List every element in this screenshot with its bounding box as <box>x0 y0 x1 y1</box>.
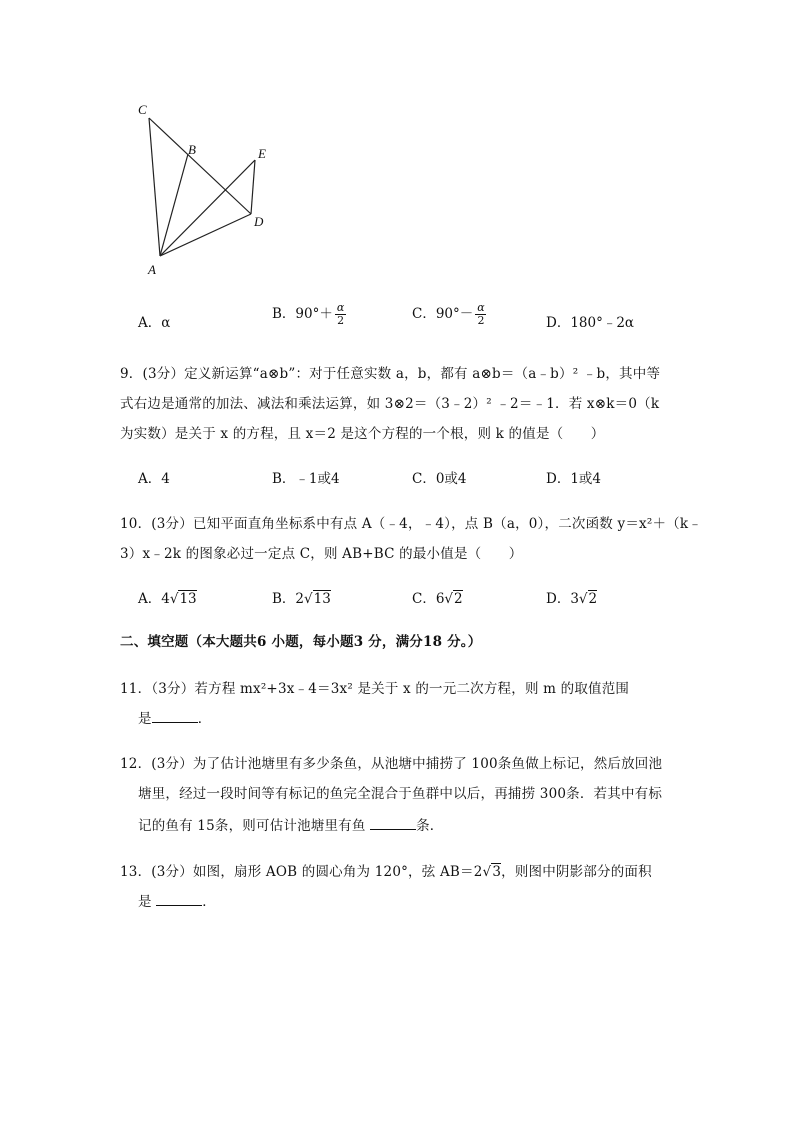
vertex-b-label: B <box>188 142 196 157</box>
q8-option-c-text: C．90°－ <box>412 306 474 323</box>
q13-radicand: 3 <box>492 864 502 880</box>
q12-line-3-tail: 条． <box>416 818 444 834</box>
fraction-numerator: α <box>477 301 485 314</box>
q12-line-2: 塘里，经过一段时间等有标记的鱼完全混合于鱼群中以后，再捕捞 300条．若其中有标 <box>138 786 663 802</box>
q10-option-a-radicand: 13 <box>179 591 197 607</box>
q12-line-3-text: 记的鱼有 15条，则可估计池塘里有鱼 <box>138 818 366 834</box>
section-2-heading: 二、填空题（本大题共6 小题，每小题3 分，满分18 分。） <box>120 634 482 650</box>
q13-line-2-text: 是 <box>138 894 152 910</box>
q10-option-c-text: C．6 <box>412 591 445 607</box>
vertex-a-label: A <box>148 262 156 277</box>
q8-option-d: D．180°﹣2α <box>546 315 635 331</box>
segment-ca <box>149 118 160 256</box>
segment-cd <box>149 118 251 214</box>
q12-answer-blank <box>370 817 416 830</box>
q10-option-b-text: B．2 <box>272 591 305 607</box>
q13-line-1-tail: ，则图中阴影部分的面积 <box>501 864 652 880</box>
fraction-denominator: 2 <box>337 314 345 328</box>
segment-ad <box>160 214 251 256</box>
figure-svg <box>128 96 288 286</box>
q12-line-1: 12．(3分）为了估计池塘里有多少条鱼，从池塘中捕捞了 100条鱼做上标记，然后放回池 <box>120 756 663 772</box>
q8-option-c <box>412 302 487 327</box>
q9-option-b: B．﹣1或4 <box>272 471 340 487</box>
q9-line-1: 9．(3分）定义新运算“a⊗b”：对于任意实数 a，b，都有 a⊗b＝（a﹣b）² ﹣b，其中等 <box>120 366 661 382</box>
q11-line-2-text: 是 <box>138 711 152 727</box>
vertex-c-label: C <box>138 102 147 117</box>
fraction-numerator: α <box>336 301 345 314</box>
q11-line-1: 11．（3分）若方程 mx²+3x﹣4＝3x² 是关于 x 的一元二次方程，则 m 的取值范围 <box>120 681 630 697</box>
q13-line-1-text: 13．(3分）如图，扇形 AOB 的圆心角为 120°，弦 AB＝2 <box>120 864 483 880</box>
geometry-figure <box>128 96 288 286</box>
q13-line-1: 13．(3分）如图，扇形 AOB 的圆心角为 120°，弦 AB＝2√3，则图中阴影部分的面积 <box>120 864 652 880</box>
q10-option-d-text: D．3 <box>546 591 579 607</box>
q13-answer-blank <box>156 893 202 906</box>
q10-option-b-radicand: 13 <box>313 591 331 607</box>
q8-option-c-fraction <box>475 302 486 327</box>
q8-option-b-fraction <box>335 302 346 327</box>
end-mark: ． <box>202 894 216 910</box>
q10-option-d: D．3√2 <box>546 591 598 607</box>
q10-option-a-text: A．4 <box>138 591 170 607</box>
end-mark: ． <box>197 711 212 727</box>
q9-line-2: 式右边是通常的加法、减法和乘法运算，如 3⊗2＝（3﹣2）² ﹣2＝﹣1．若 x⊗k＝0（k <box>120 396 660 412</box>
q9-option-c: C．0或4 <box>412 471 467 487</box>
q10-option-a: A．4√13 <box>138 591 197 607</box>
segment-ae <box>160 160 255 256</box>
q11-line-2 <box>138 707 211 727</box>
segment-ed <box>251 160 255 214</box>
vertex-d-label: D <box>254 214 264 229</box>
q10-line-1: 10．(3分）已知平面直角坐标系中有点 A（﹣4，﹣4），点 B（a，0），二次函数 y＝x²＋（k﹣ <box>120 516 702 532</box>
q12-line-3 <box>138 814 443 834</box>
q10-option-b: B．2√13 <box>272 591 331 607</box>
q10-line-2: 3）x﹣2k 的图象必过一定点 C，则 AB+BC 的最小值是（ ） <box>120 546 523 562</box>
segment-ab <box>160 154 188 256</box>
q11-answer-blank <box>152 710 198 723</box>
q10-option-c: C．6√2 <box>412 591 463 607</box>
q9-option-d: D．1或4 <box>546 471 602 487</box>
q10-option-c-radicand: 2 <box>454 591 463 607</box>
q8-option-a: A．α <box>138 315 171 331</box>
q9-option-a: A．4 <box>138 471 170 487</box>
q9-line-3: 为实数）是关于 x 的方程，且 x＝2 是这个方程的一个根，则 k 的值是（ ） <box>120 426 605 442</box>
vertex-e-label: E <box>258 146 266 161</box>
q13-line-2 <box>138 890 216 910</box>
q10-option-d-radicand: 2 <box>588 591 598 607</box>
q8-option-b-text: B．90°＋ <box>272 306 333 323</box>
fraction-denominator: 2 <box>477 314 485 328</box>
q8-option-b <box>272 302 346 327</box>
